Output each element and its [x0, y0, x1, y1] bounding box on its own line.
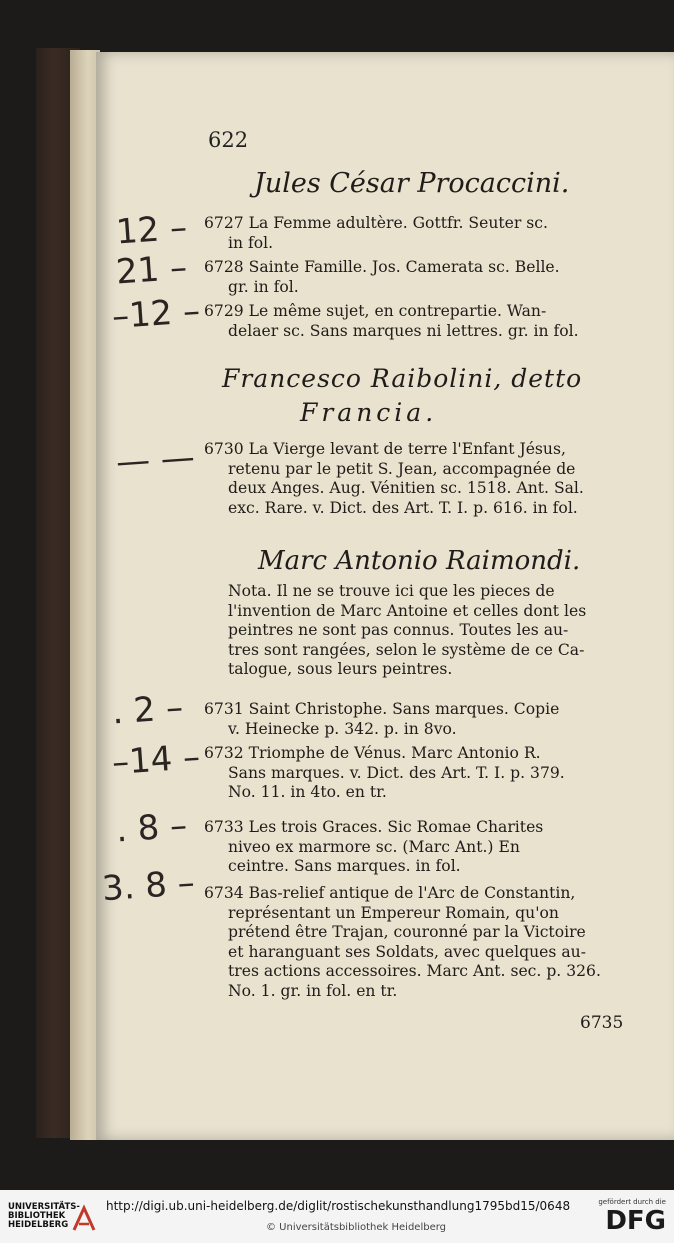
page-number: 622 [208, 128, 249, 152]
library-emblem-icon [70, 1204, 98, 1234]
viewer-footer [0, 1190, 674, 1243]
copyright-notice: © Universitätsbibliothek Heidelberg [266, 1222, 447, 1233]
heading-raimondi: Marc Antonio Raimondi. [258, 546, 581, 576]
heading-procaccini: Jules César Procaccini. [254, 168, 570, 199]
library-name-3: HEIDELBERG [8, 1220, 69, 1230]
catchword: 6735 [580, 1013, 624, 1033]
margin-mark: –14 – [110, 736, 202, 784]
entry-6734: 6734 Bas-relief antique de l'Arc de Constantin, représentant un Empereur Romain, qu'on prétend être Trajan, couronné par la Victoire et haranguant ses Soldats, avec quelques au- tres actions accessoires. Marc Ant. sec. p. 326. No. 1. gr. in fol. en tr. [204, 884, 601, 1000]
margin-mark: . 8 – [114, 805, 189, 851]
dfg-logo[interactable] [596, 1198, 666, 1238]
margin-mark: 3. 8 – [100, 862, 196, 910]
entry-6733: 6733 Les trois Graces. Sic Romae Charites niveo ex marmore sc. (Marc Ant.) En ceintre. Sans marques. in fol. [204, 818, 544, 876]
margin-mark: 12 – [114, 207, 189, 253]
permalink-url[interactable]: http://digi.ub.uni-heidelberg.de/diglit/rostischekunsthandlung1795bd15/0648 [106, 1199, 571, 1213]
heading-francia-1: Francesco Raibolini, detto [222, 364, 583, 393]
entry-6728: 6728 Sainte Famille. Jos. Camerata sc. Belle. gr. in fol. [204, 258, 560, 296]
dfg-funding-note: gefördert durch die [598, 1198, 666, 1206]
heading-francia-2: Francia. [300, 398, 438, 427]
margin-mark: 21 – [114, 247, 189, 293]
margin-mark: — — [114, 437, 197, 483]
library-name-1: UNIVERSITÄTS- [8, 1202, 80, 1212]
margin-mark: . 2 – [110, 687, 185, 733]
library-name-2: BIBLIOTHEK [8, 1211, 66, 1221]
nota-paragraph: Nota. Il ne se trouve ici que les pieces de l'invention de Marc Antoine et celles dont les peintres ne sont pas connus. Toutes les au- tres sont rangées, selon le système de ce Ca- talogue, sous leurs peintres. [228, 582, 587, 679]
dfg-text: DFG [605, 1206, 666, 1236]
entry-6732: 6732 Triomphe de Vénus. Marc Antonio R. Sans marques. v. Dict. des Art. T. I. p. 379. No. 11. in 4to. en tr. [204, 744, 565, 802]
entry-6729: 6729 Le même sujet, en contrepartie. Wan- delaer sc. Sans marques ni lettres. gr. in fol. [204, 302, 579, 340]
entry-6727: 6727 La Femme adultère. Gottfr. Seuter sc. in fol. [204, 214, 548, 252]
entry-6730: 6730 La Vierge levant de terre l'Enfant Jésus, retenu par le petit S. Jean, accompagnée de deux Anges. Aug. Vénitien sc. 1518. Ant. Sal. exc. Rare. v. Dict. des Art. T. I. p. 616. in fol. [204, 440, 584, 517]
library-logo[interactable] [8, 1203, 100, 1237]
entry-6731: 6731 Saint Christophe. Sans marques. Copie v. Heinecke p. 342. p. in 8vo. [204, 700, 560, 738]
margin-mark: –12 – [110, 290, 202, 338]
